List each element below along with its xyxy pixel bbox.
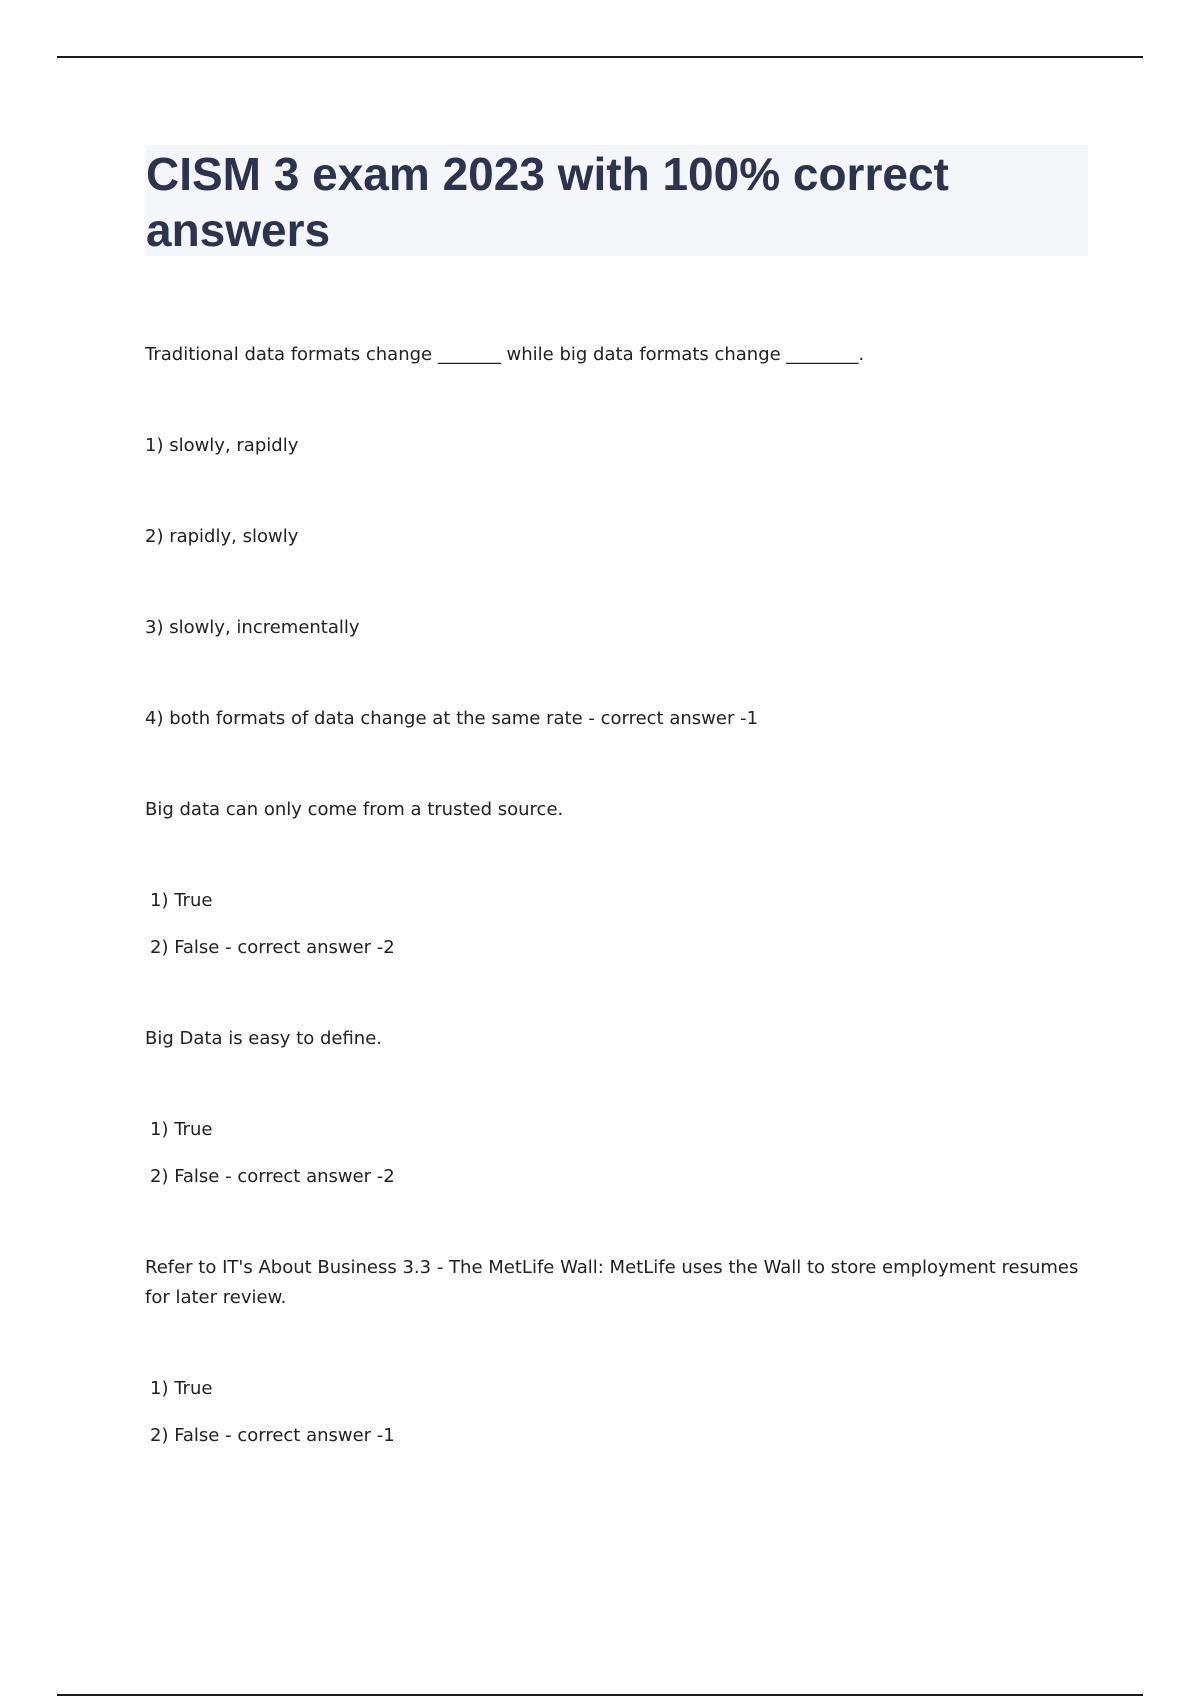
question-1-prompt: Traditional data formats change _______ while big data formats change ________. — [145, 344, 865, 365]
question-1-option-3: 3) slowly, incrementally — [145, 617, 360, 638]
top-divider — [57, 56, 1143, 58]
question-1-option-1: 1) slowly, rapidly — [145, 435, 299, 456]
question-2-prompt: Big data can only come from a trusted source. — [145, 799, 564, 820]
question-2-option-2: 2) False - correct answer -2 — [150, 937, 395, 958]
question-3-option-2: 2) False - correct answer -2 — [150, 1166, 395, 1187]
question-4-option-2: 2) False - correct answer -1 — [150, 1425, 395, 1446]
question-1-option-2: 2) rapidly, slowly — [145, 526, 299, 547]
document-body — [145, 340, 1090, 1451]
question-4-prompt: Refer to IT's About Business 3.3 - The MetLife Wall: MetLife uses the Wall to store employment resumes for later review. — [145, 1257, 1079, 1308]
document-title: CISM 3 exam 2023 with 100% correct answers — [146, 148, 949, 256]
question-1-option-4: 4) both formats of data change at the same rate - correct answer -1 — [145, 708, 759, 729]
question-4-option-1: 1) True — [150, 1378, 213, 1399]
question-3-option-1: 1) True — [150, 1119, 213, 1140]
bottom-divider — [57, 1694, 1143, 1696]
question-2-option-1: 1) True — [150, 890, 213, 911]
question-3-prompt: Big Data is easy to define. — [145, 1028, 382, 1049]
